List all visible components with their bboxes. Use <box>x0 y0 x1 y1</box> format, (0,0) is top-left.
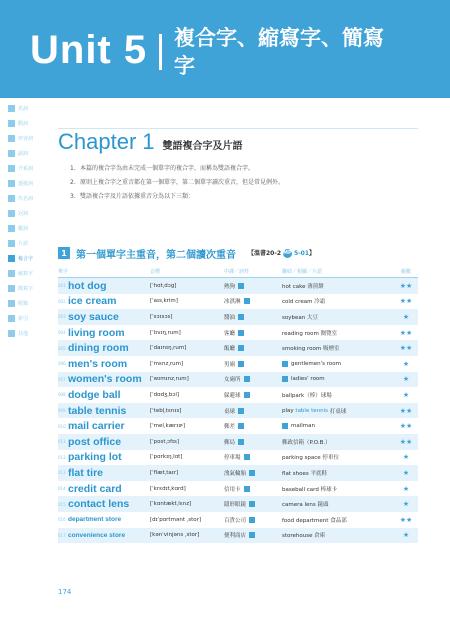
vocab-word: soy sauce <box>68 310 119 323</box>
row-index: 013 <box>58 470 66 476</box>
square-icon <box>8 210 15 217</box>
vocab-word: credit card <box>68 482 122 495</box>
row-index: 010 <box>58 423 66 429</box>
meaning: 躲避球 <box>224 392 241 399</box>
part-of-speech-icon <box>238 345 244 351</box>
meaning: 洩氣輪胎 <box>224 470 247 477</box>
part-of-speech-icon <box>238 408 244 414</box>
vocab-word: mail carrier <box>68 420 125 433</box>
level-stars: ★ <box>402 375 410 384</box>
sidebar-item[interactable] <box>8 329 42 338</box>
related-text: camera lens 鏡頭 <box>282 502 329 509</box>
phonetic: [ˈlɪvɪŋˌrum] <box>150 329 181 336</box>
sidebar-item[interactable] <box>8 194 42 203</box>
square-icon <box>8 120 15 127</box>
level-stars: ★ <box>402 390 410 399</box>
related-text: food department 食品部 <box>282 517 347 524</box>
meaning: 郵差 <box>224 424 236 431</box>
phonetic: [kənˈvinjəns ˌstor] <box>150 532 200 539</box>
row-index: 001 <box>58 283 66 289</box>
row-index: 002 <box>58 298 66 304</box>
related-icon <box>282 376 288 382</box>
meaning: 郵局 <box>224 439 236 446</box>
meaning: 女廁所 <box>224 377 241 384</box>
phonetic: [ˈkɑntæktˌlɛnz] <box>150 501 192 508</box>
chapter-word: Chapter <box>58 129 137 154</box>
part-of-speech-icon <box>249 470 255 476</box>
chapter-heading <box>58 129 243 155</box>
sidebar-item[interactable] <box>8 179 42 188</box>
sidebar-item-label: 複合字 <box>18 256 34 262</box>
vocab-word: contact lens <box>68 498 130 511</box>
phonetic: [ˈkrɛdɪtˌkɑrd] <box>150 485 186 492</box>
row-index: 016 <box>58 517 66 523</box>
square-icon <box>8 255 15 262</box>
table-row <box>58 340 418 356</box>
sidebar-item[interactable] <box>8 254 42 263</box>
square-icon <box>8 195 15 202</box>
sidebar-item-label: 數詞 <box>18 226 29 232</box>
table-row <box>58 528 418 544</box>
sidebar-item-label: 索引 <box>18 316 29 322</box>
level-stars: ★★ <box>399 406 413 415</box>
related-text: flat shoes 平底鞋 <box>282 470 327 477</box>
related-text: hot cake 薄煎餅 <box>282 283 324 290</box>
header-divider <box>159 34 162 70</box>
level-stars: ★ <box>402 453 410 462</box>
meaning: 信用卡 <box>224 486 241 493</box>
square-icon <box>8 270 15 277</box>
sidebar-item-label: 縮寫字 <box>18 271 34 277</box>
phonetic: [dɪˈpɑrtmənt ˌstor] <box>150 516 202 523</box>
table-row <box>58 465 418 481</box>
meaning: 醬油 <box>224 314 236 321</box>
related-text: gentlemen's room <box>291 360 342 367</box>
sidebar-item-label: 片語 <box>18 241 29 247</box>
related-text: table tennis <box>295 407 328 414</box>
related-text: 郵政信箱（P.O.B.） <box>282 439 331 446</box>
column-header-word: 單字 <box>58 269 69 275</box>
vocab-word: living room <box>68 326 125 339</box>
chapter-number: 1 <box>142 129 155 154</box>
table-row <box>58 512 418 528</box>
meaning: 冰淇淋 <box>224 299 241 306</box>
sidebar-item-label: 名詞 <box>18 106 29 112</box>
row-index: 003 <box>58 314 66 320</box>
disc-icon[interactable]: MP3 <box>283 250 296 256</box>
unit-header <box>0 0 450 98</box>
phonetic: [ˈmɛnzˌrum] <box>150 360 184 367</box>
phonetic: [ˈaɪsˌkrim] <box>150 298 178 305</box>
level-stars: ★ <box>402 468 410 477</box>
row-index: 015 <box>58 501 66 507</box>
related-text: play <box>282 407 296 414</box>
sidebar-item[interactable] <box>8 134 42 143</box>
sidebar-item[interactable] <box>8 149 42 158</box>
row-index: 008 <box>58 392 66 398</box>
table-row <box>58 481 418 497</box>
related-text: smoking room 吸煙室 <box>282 346 340 353</box>
level-stars: ★★ <box>399 437 413 446</box>
row-index: 005 <box>58 345 66 351</box>
row-index: 006 <box>58 361 66 367</box>
phonetic: [ˈflætˌtaɪr] <box>150 469 179 476</box>
section-heading <box>58 244 418 262</box>
phonetic: [ˈdaɪnɪŋˌrum] <box>150 345 187 352</box>
sidebar-item[interactable] <box>8 164 42 173</box>
table-row <box>58 356 418 372</box>
row-index: 009 <box>58 408 66 414</box>
sidebar-item[interactable] <box>8 209 42 218</box>
note-item: 3. 雙語複合字及片語依據重音分為以下三類： <box>70 193 195 200</box>
square-icon <box>8 165 15 172</box>
level-stars: ★★ <box>399 297 413 306</box>
level-stars: ★★ <box>399 422 413 431</box>
phonetic: [ˈsɔɪsɔs] <box>150 313 173 320</box>
square-icon <box>8 135 15 142</box>
square-icon <box>8 240 15 247</box>
sidebar-item[interactable] <box>8 269 42 278</box>
part-of-speech-icon <box>249 501 255 507</box>
unit-title: Unit 5 <box>30 28 148 72</box>
part-of-speech-icon <box>238 439 244 445</box>
related-text: mailman <box>291 423 315 430</box>
vocab-word: men's room <box>68 357 128 370</box>
vocab-word: post office <box>68 435 122 448</box>
sidebar-item[interactable] <box>8 314 42 323</box>
sidebar-item-label: 形容詞 <box>18 136 34 142</box>
vocab-word: women's room <box>68 373 142 386</box>
square-icon <box>8 330 15 337</box>
meaning: 百貨公司 <box>224 517 247 524</box>
table-row <box>58 294 418 310</box>
meaning: 桌球 <box>224 408 236 415</box>
square-icon <box>8 105 15 112</box>
sidebar-item[interactable] <box>8 119 42 128</box>
sidebar-item-label: 副詞 <box>18 151 29 157</box>
track-number: 5-01 <box>294 250 310 257</box>
part-of-speech-icon <box>238 283 244 289</box>
vocab-word: dining room <box>68 342 129 355</box>
sidebar-item[interactable] <box>8 284 42 293</box>
page-number: 174 <box>58 588 72 596</box>
level-stars: ★★ <box>399 515 413 524</box>
part-of-speech-icon <box>244 298 250 304</box>
related-icon <box>282 423 288 429</box>
phonetic: [ˈtebḷˌtɛnɪs] <box>150 407 182 414</box>
table-row <box>58 309 418 325</box>
level-stars: ★★ <box>399 281 413 290</box>
part-of-speech-icon <box>238 314 244 320</box>
unit-subtitle: 複合字、縮寫字、簡寫字 <box>174 26 384 78</box>
level-stars: ★ <box>402 500 410 509</box>
page-content <box>48 98 450 630</box>
part-of-speech-icon <box>249 532 255 538</box>
phonetic: [ˈwɪmɪnzˌrum] <box>150 376 189 383</box>
related-text: parking space 停車位 <box>282 455 339 462</box>
intro-notes <box>70 164 395 206</box>
sidebar-item[interactable] <box>8 299 42 308</box>
row-index: 007 <box>58 376 66 382</box>
table-row <box>58 434 418 450</box>
table-row <box>58 387 418 403</box>
related-text: soybean 大豆 <box>282 314 318 321</box>
section-reference: 【溫書20-2 MP35-01】 <box>248 250 316 257</box>
square-icon <box>8 315 15 322</box>
square-icon <box>8 225 15 232</box>
related-text: 打桌球 <box>328 408 347 415</box>
chapter-title: 雙語複合字及片語 <box>162 141 243 152</box>
section-title: 第一個單字主重音，第二個讀次重音 <box>76 249 236 261</box>
part-of-speech-icon <box>249 517 255 523</box>
vocab-word: department store <box>68 516 122 524</box>
level-stars: ★ <box>402 531 410 540</box>
phonetic: [ˈpostˌɔfɪs] <box>150 438 180 445</box>
sidebar-index <box>0 98 48 630</box>
part-of-speech-icon <box>238 423 244 429</box>
sidebar-item-label: 簡寫字 <box>18 286 34 292</box>
sidebar-item-label: 動詞 <box>18 121 29 127</box>
sidebar-item[interactable] <box>8 239 42 248</box>
vocab-word: dodge ball <box>68 388 121 401</box>
row-index: 004 <box>58 330 66 336</box>
related-text: cold cream 冷霜 <box>282 299 326 306</box>
meaning: 便利商店 <box>224 533 247 540</box>
related-text: baseball card 棒球卡 <box>282 486 338 493</box>
column-header-phonetic: 音標 <box>150 269 161 275</box>
phonetic: [ˈmelˌkærɪɚ] <box>150 423 185 430</box>
part-of-speech-icon <box>244 392 250 398</box>
level-stars: ★★ <box>399 328 413 337</box>
vocab-word: table tennis <box>68 404 127 417</box>
row-index: 017 <box>58 532 66 538</box>
row-index: 011 <box>58 439 66 445</box>
vocab-word: hot dog <box>68 279 107 292</box>
level-stars: ★ <box>402 359 410 368</box>
phonetic: [ˈdɑdʒˌbɔl] <box>150 391 180 398</box>
square-icon <box>8 180 15 187</box>
sidebar-item-label: 連接詞 <box>18 181 34 187</box>
meaning: 停車場 <box>224 455 241 462</box>
related-text: reading room 閱覽室 <box>282 330 338 337</box>
level-stars: ★ <box>402 484 410 493</box>
part-of-speech-icon <box>244 486 250 492</box>
table-row <box>58 372 418 388</box>
part-of-speech-icon <box>238 361 244 367</box>
vocab-word: parking lot <box>68 451 122 464</box>
vocabulary-table <box>58 266 418 543</box>
column-header-level: 級數 <box>400 269 411 275</box>
table-row <box>58 278 418 294</box>
meaning: 客廳 <box>224 330 236 337</box>
column-header-related: 聯結／相關／片語 <box>282 269 323 275</box>
table-body <box>58 278 418 543</box>
table-row <box>58 496 418 512</box>
meaning: 男廁 <box>224 361 236 368</box>
level-stars: ★★ <box>399 344 413 353</box>
phonetic: [ˈpɑrkɪŋˌlɑt] <box>150 454 183 461</box>
square-icon <box>8 285 15 292</box>
square-icon <box>8 150 15 157</box>
meaning: 隱形眼鏡 <box>224 502 247 509</box>
note-item: 1. 本篇的複合字為由未完成一個單字的複合字，而稱為雙語複合字。 <box>70 165 255 172</box>
table-row <box>58 325 418 341</box>
phonetic: [ˈhɑtˌdɔg] <box>150 282 177 289</box>
row-index: 012 <box>58 454 66 460</box>
meaning: 飯廳 <box>224 346 236 353</box>
part-of-speech-icon <box>244 376 250 382</box>
section-number: 1 <box>58 247 70 259</box>
table-row <box>58 403 418 419</box>
row-index: 014 <box>58 486 66 492</box>
square-icon <box>8 300 15 307</box>
sidebar-item-label: 其他 <box>18 331 29 337</box>
related-text: storehouse 倉庫 <box>282 533 326 540</box>
table-row <box>58 450 418 466</box>
sidebar-item[interactable] <box>8 224 42 233</box>
table-header <box>58 266 418 278</box>
sidebar-item-label: 附錄 <box>18 301 29 307</box>
vocab-word: convenience store <box>68 531 126 539</box>
sidebar-item[interactable] <box>8 104 42 113</box>
note-item: 2. 原則上複合字之重音都在第一個單字，第二個單字讀次重音，但是常見例外。 <box>70 179 285 186</box>
part-of-speech-icon <box>244 454 250 460</box>
related-icon <box>282 361 288 367</box>
sidebar-item-label: 介系詞 <box>18 166 34 172</box>
vocab-word: ice cream <box>68 295 117 308</box>
related-text: ballpark（棒）球場 <box>282 392 332 399</box>
vocab-word: flat tire <box>68 466 104 479</box>
level-stars: ★ <box>402 312 410 321</box>
column-header-meaning: 中譯／詞性 <box>224 269 250 275</box>
sidebar-item-label: 冠詞 <box>18 211 29 217</box>
table-row <box>58 418 418 434</box>
meaning: 熱狗 <box>224 283 236 290</box>
part-of-speech-icon <box>238 330 244 336</box>
related-text: ladies' room <box>291 376 325 383</box>
sidebar-item-label: 代名詞 <box>18 196 34 202</box>
